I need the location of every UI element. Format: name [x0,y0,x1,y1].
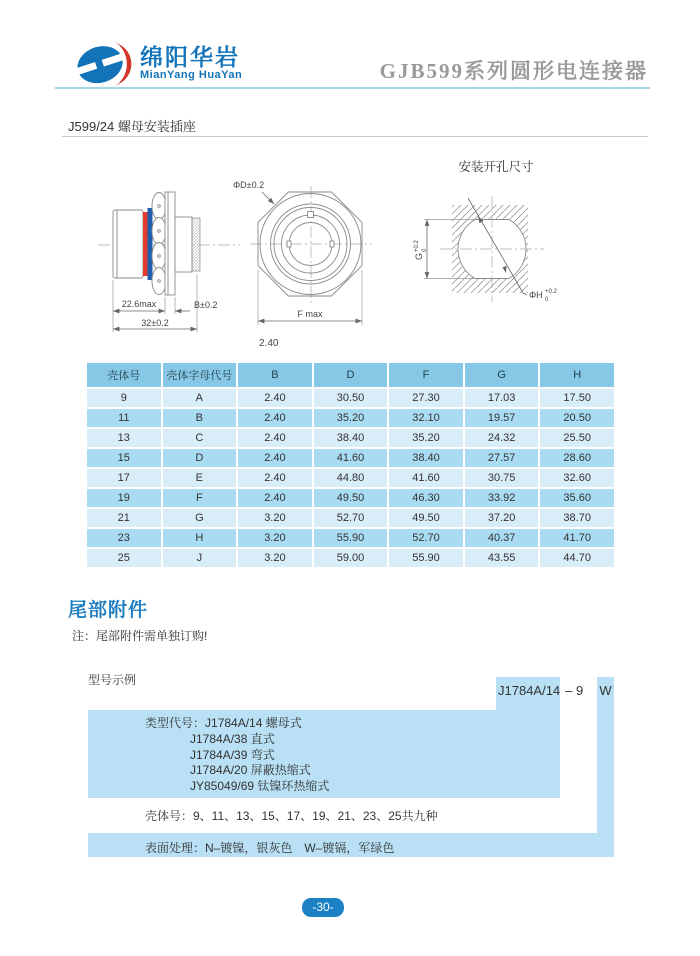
table-header-cell: G [465,363,539,387]
table-cell: 2.40 [238,389,312,407]
table-cell: 27.30 [389,389,463,407]
table-cell: 35.60 [540,489,614,507]
table-cell: A [163,389,237,407]
table-header-cell: 壳体号 [87,363,161,387]
table-cell: 24.32 [465,429,539,447]
table-cell: 25.50 [540,429,614,447]
table-cell: 41.60 [389,469,463,487]
table-cell: 40.37 [465,529,539,547]
dim-f-max: F max [297,309,323,319]
dim-flange-thickness: B±0.2 [194,300,218,310]
model-number [498,683,583,698]
dim-h-label: ΦH [529,290,543,300]
table-header-cell: B [238,363,312,387]
type-code-line [145,716,329,732]
table-cell: 23 [87,529,161,547]
table-cell: 43.55 [465,549,539,567]
dim-h-tol-lower: 0 [545,297,549,303]
table-cell: F [163,489,237,507]
table-cell: G [163,509,237,527]
table-cell: 25 [87,549,161,567]
table-cell: 19.57 [465,409,539,427]
dim-front-length: 22.6max [121,299,157,309]
model-code: J1784A/14 [498,683,561,698]
table-cell: 21 [87,509,161,527]
type-code-line: J1784A/20 屏蔽热缩式 [190,763,311,778]
table-cell: 28.60 [540,449,614,467]
tail-section-title: 尾部附件 [68,600,149,621]
dim-g-tol-lower: 0 [422,248,428,252]
dim-g-tol-upper: +0.2 [414,240,420,252]
table-header-cell: D [314,363,388,387]
table-cell: 52.70 [314,509,388,527]
table-row [87,489,614,507]
hole-view-drawing [414,159,558,303]
technical-drawings [0,148,700,358]
table-cell: 41.70 [540,529,614,547]
section-divider [62,136,648,137]
shell-dimension-table [85,361,616,569]
hole-view-title: 安装开孔尺寸 [458,160,534,174]
table-row [87,449,614,467]
table-cell: B [163,409,237,427]
table-cell: 9 [87,389,161,407]
table-cell: 49.50 [314,489,388,507]
table-cell: 49.50 [389,509,463,527]
table-cell: 20.50 [540,409,614,427]
type-code-line: JY85049/69 钛镍环热缩式 [190,779,330,794]
table-cell: 15 [87,449,161,467]
front-view-drawing [233,180,372,349]
table-cell: 17.50 [540,389,614,407]
table-row [87,509,614,527]
table-cell: 55.90 [389,549,463,567]
surface-finish-line: 表面处理：N–镀镍，银灰色 W–镀镉，军绿色 [145,841,395,855]
table-cell: D [163,449,237,467]
table-cell: 38.40 [314,429,388,447]
section-title: J599/24 螺母安装插座 [68,119,196,134]
header-divider [55,87,650,89]
table-row [87,389,614,407]
table-cell: 44.70 [540,549,614,567]
table-cell: 3.20 [238,509,312,527]
table-cell: 11 [87,409,161,427]
model-example-label: 型号示例 [88,673,137,687]
logo-text [140,45,242,81]
table-row [87,469,614,487]
table-cell: 37.20 [465,509,539,527]
table-cell: 17.03 [465,389,539,407]
table-cell: E [163,469,237,487]
table-row [87,549,614,567]
finish-code-letter: W [599,683,612,698]
tail-section-note: 注：尾部附件需单独订购! [72,629,208,643]
table-cell: 46.30 [389,489,463,507]
table-row [87,429,614,447]
table-cell: 35.20 [389,429,463,447]
table-cell: 2.40 [238,469,312,487]
type-code-line: J1784A/38 直式 [190,731,275,746]
note-2-40: 2.40 [259,338,279,349]
table-row [87,409,614,427]
table-cell: J [163,549,237,567]
shell-number-line: 壳体号：9、11、13、15、17、19、21、23、25共九种 [145,809,438,823]
table-cell: 59.00 [314,549,388,567]
dim-phi-d: ΦD±0.2 [233,180,265,190]
table-cell: 52.70 [389,529,463,547]
table-cell: 2.40 [238,449,312,467]
table-cell: 3.20 [238,549,312,567]
table-cell: 2.40 [238,489,312,507]
company-logo [76,38,242,88]
table-cell: 30.50 [314,389,388,407]
model-shell-suffix: – 9 [565,683,584,698]
logo-icon [76,38,134,88]
table-cell: 30.75 [465,469,539,487]
page-number-badge: -30- [302,898,344,917]
table-header-cell: 壳体字母代号 [163,363,237,387]
dim-g-label: G [414,252,424,260]
table-cell: 32.60 [540,469,614,487]
table-header-row [87,363,614,387]
side-view-drawing [98,192,240,332]
table-header-cell: H [540,363,614,387]
dim-total-length: 32±0.2 [141,318,169,328]
table-cell: 38.70 [540,509,614,527]
table-cell: 44.80 [314,469,388,487]
table-cell: 38.40 [389,449,463,467]
table-cell: 3.20 [238,529,312,547]
table-cell: 27.57 [465,449,539,467]
table-cell: 2.40 [238,429,312,447]
table-cell: C [163,429,237,447]
table-cell: 55.90 [314,529,388,547]
dim-h-tol-upper: +0.2 [545,289,557,295]
logo-en-name: MianYang HuaYan [140,69,243,81]
table-cell: 13 [87,429,161,447]
finish-code-strip [597,677,614,833]
table-cell: 35.20 [314,409,388,427]
table-row [87,529,614,547]
table-cell: 33.92 [465,489,539,507]
table-cell: 41.60 [314,449,388,467]
type-code-label: 类型代号： [145,716,206,730]
type-code-value: J1784A/14 螺母式 [205,716,302,730]
type-code-line: J1784A/39 弯式 [190,747,275,762]
table-cell: 2.40 [238,409,312,427]
page-title: GJB599系列圆形电连接器 [379,59,648,83]
table-cell: 17 [87,469,161,487]
logo-cn-name: 绵阳华岩 [140,44,240,70]
table-header-cell: F [389,363,463,387]
spec-table-body [87,389,614,567]
table-cell: 32.10 [389,409,463,427]
type-code-list [145,716,329,795]
table-cell: 19 [87,489,161,507]
table-cell: H [163,529,237,547]
